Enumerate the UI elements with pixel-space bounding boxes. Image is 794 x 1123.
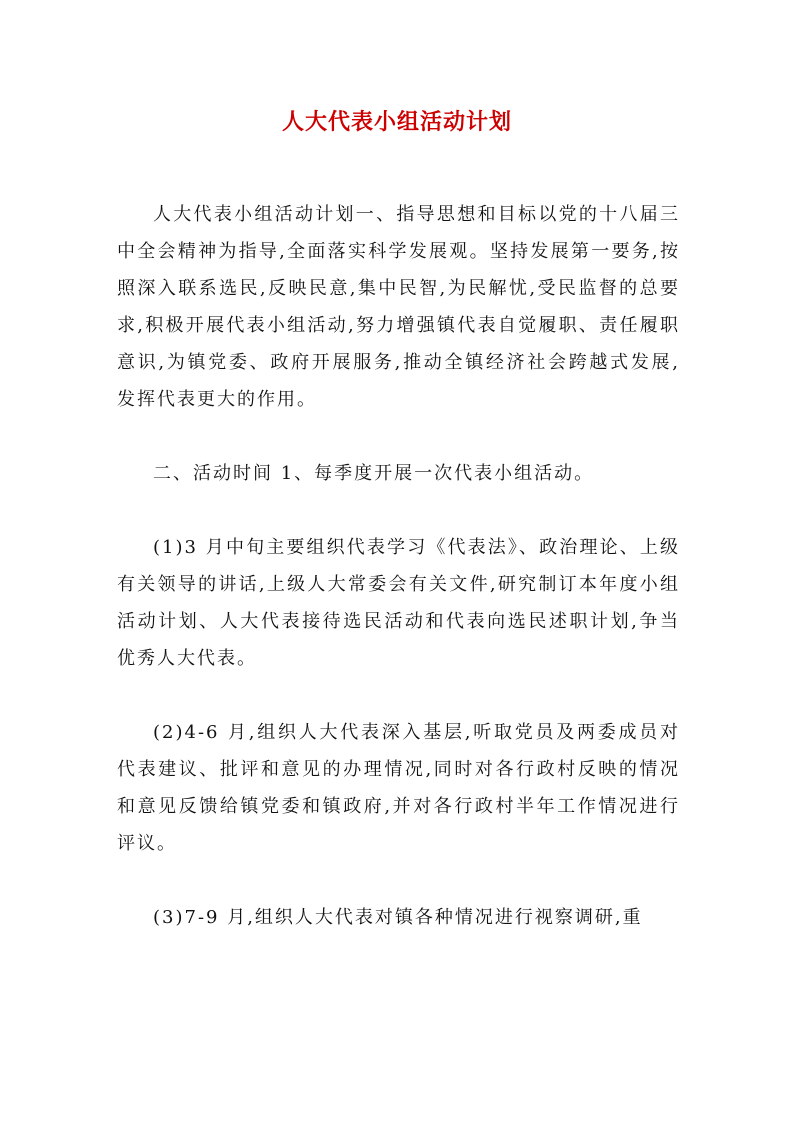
document-body [117,196,680,936]
paragraph-spacer [117,862,680,899]
paragraph-spacer [117,677,680,714]
paragraph-guiding-ideology: 人大代表小组活动计划一、指导思想和目标以党的十八届三中全会精神为指导,全面落实科学发展观。坚持发展第一要务,按照深入联系选民,反映民意,集中民智,为民解忧,受民监督的总要求,积极开展代表小组活动,努力增强镇代表自觉履职、责任履职意识,为镇党委、政府开展服务,推动全镇经济社会跨越式发展,发挥代表更大的作用。 [117,204,680,410]
paragraph-spacer [117,418,680,455]
paragraph-activity-time: 二、活动时间 1、每季度开展一次代表小组活动。 [153,463,595,484]
paragraph-march: (1)3 月中旬主要组织代表学习《代表法》、政治理论、上级有关领导的讲话,上级人大常委会有关文件,研究制订本年度小组活动计划、人大代表接待选民活动和代表向选民述职计划,争当优秀人大代表。 [117,537,681,669]
paragraph-april-june: (2)4-6 月,组织人大代表深入基层,听取党员及两委成员对代表建议、批评和意见的办理情况,同时对各行政村反映的情况和意见反馈给镇党委和镇政府,并对各行政村半年工作情况进行评议。 [117,722,681,854]
paragraph-july-september: (3)7-9 月,组织人大代表对镇各种情况进行视察调研,重 [153,907,643,928]
paragraph-spacer [117,492,680,529]
document-title: 人大代表小组活动计划 [281,109,512,135]
